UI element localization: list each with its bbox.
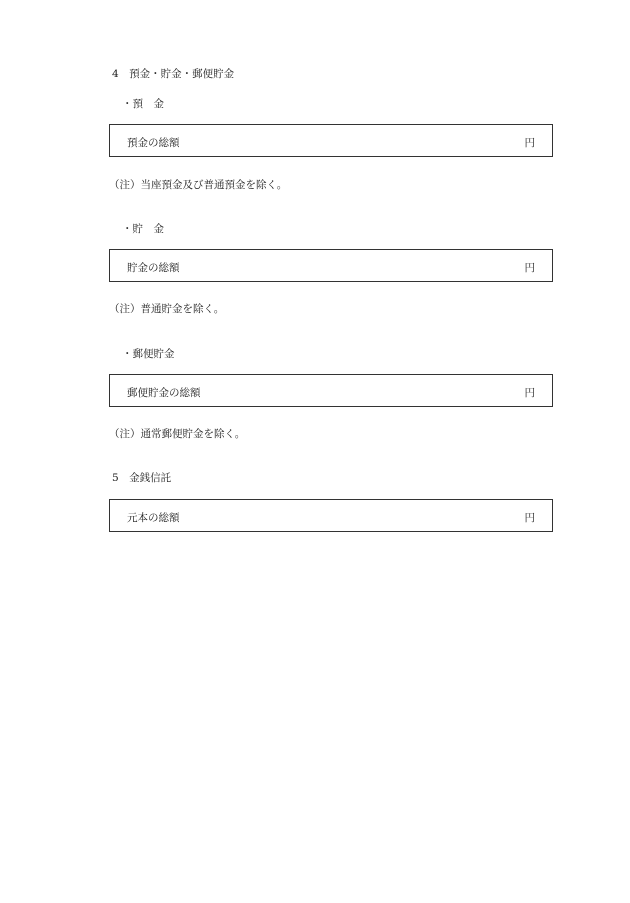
yen-unit-label: 円 [524, 137, 535, 149]
deposit-total-field[interactable] [109, 124, 553, 157]
postal-savings-total-label: 郵便貯金の総額 [127, 387, 201, 399]
yen-unit-label: 円 [524, 387, 535, 399]
savings-total-label: 貯金の総額 [127, 262, 180, 274]
deposit-total-label: 預金の総額 [127, 137, 180, 149]
postal-savings-subheading: ・郵便貯金 [122, 348, 175, 360]
trust-principal-label: 元本の総額 [127, 512, 180, 524]
section-5-heading: 5 金銭信託 [112, 472, 172, 484]
deposit-subheading: ・預 金 [122, 98, 164, 110]
trust-principal-field[interactable] [109, 499, 553, 532]
postal-savings-total-field[interactable] [109, 374, 553, 407]
yen-unit-label: 円 [524, 512, 535, 524]
yen-unit-label: 円 [524, 262, 535, 274]
deposit-note: （注）当座預金及び普通預金を除く。 [109, 179, 288, 191]
savings-subheading: ・貯 金 [122, 223, 164, 235]
postal-savings-note: （注）通常郵便貯金を除く。 [109, 428, 246, 440]
savings-total-field[interactable] [109, 249, 553, 282]
section-4-heading: 4 預金・貯金・郵便貯金 [112, 68, 235, 80]
savings-note: （注）普通貯金を除く。 [109, 303, 225, 315]
